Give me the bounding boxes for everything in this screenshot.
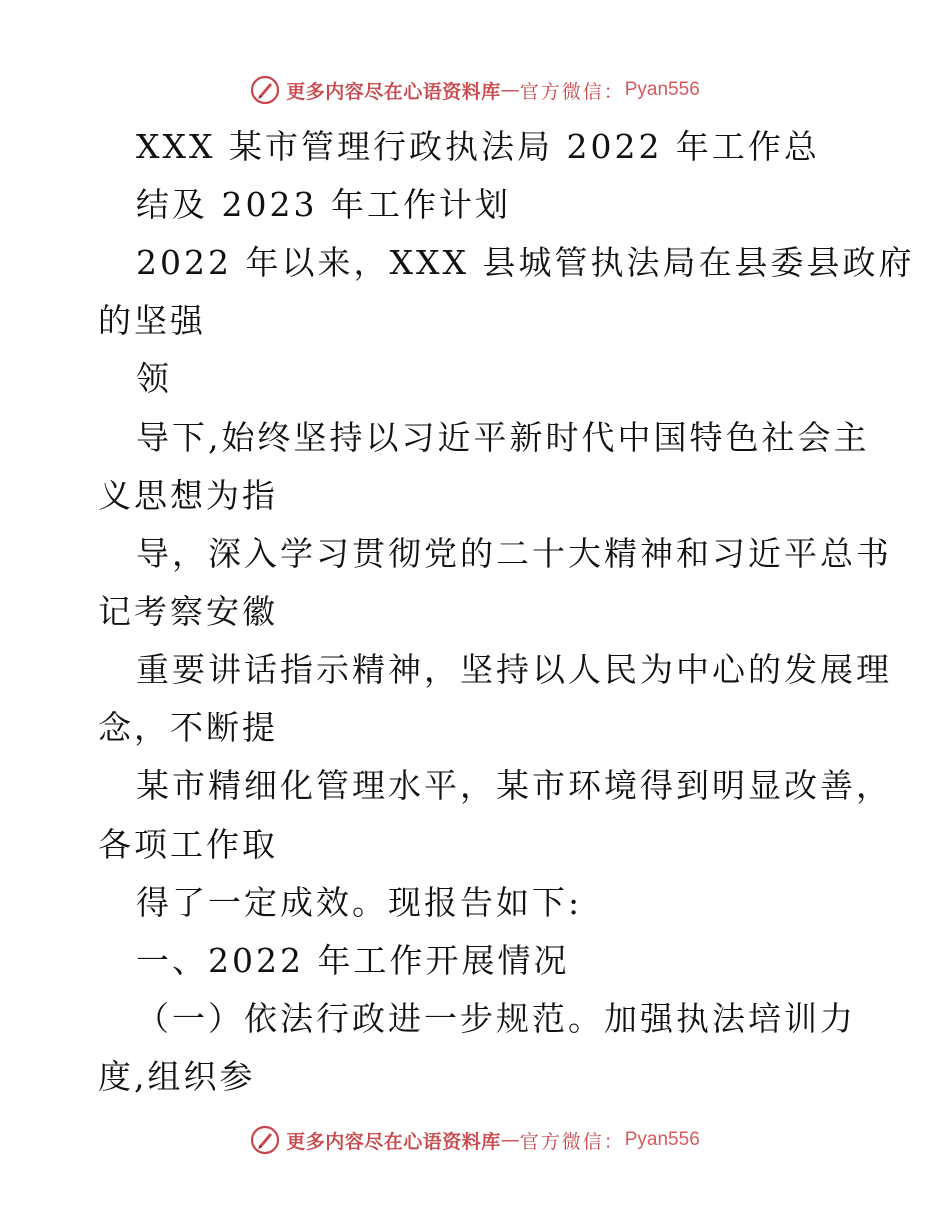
- quill-logo-icon: [250, 75, 280, 105]
- watermark-wechat-id: Pyan556: [624, 79, 700, 100]
- doc-line: 义思想为指: [98, 476, 278, 515]
- subsection-heading: （一）依法行政进一步规范。加强执法培训力: [136, 999, 856, 1038]
- doc-line: 重要讲话指示精神，坚持以人民为中心的发展理: [136, 650, 892, 689]
- watermark-banner-bottom: [0, 1120, 950, 1160]
- section-heading: 一、2022 年工作开展情况: [136, 941, 570, 980]
- watermark-wechat-label: 官方微信：: [519, 80, 625, 103]
- doc-line: 得了一定成效。现报告如下:: [136, 883, 583, 922]
- doc-line: 2022 年以来，XXX 县城管执法局在县委县政府: [136, 243, 915, 282]
- doc-line: 某市精细化管理水平，某市环境得到明显改善，: [136, 766, 892, 805]
- watermark-banner-top: [0, 70, 950, 110]
- doc-title-line-2: 结及 2023 年工作计划: [136, 185, 511, 224]
- doc-line: 记考察安徽: [98, 592, 278, 631]
- doc-line: 度,组织参: [98, 1057, 256, 1096]
- watermark-brand: 更多内容尽在心语资料库: [286, 80, 501, 103]
- doc-line: 导，深入学习贯彻党的二十大精神和习近平总书: [136, 534, 892, 573]
- watermark-dash: —: [500, 1129, 520, 1151]
- watermark-wechat-label: 官方微信：: [519, 1130, 625, 1153]
- doc-line: 念，不断提: [98, 708, 278, 747]
- watermark-dash: —: [500, 79, 520, 101]
- watermark-brand: 更多内容尽在心语资料库: [286, 1130, 501, 1153]
- doc-line: 领: [136, 359, 172, 398]
- quill-logo-icon: [250, 1125, 280, 1155]
- doc-title-line-1: XXX 某市管理行政执法局 2022 年工作总: [136, 127, 820, 166]
- watermark-wechat-id: Pyan556: [624, 1129, 700, 1150]
- doc-line: 各项工作取: [98, 825, 278, 864]
- doc-line: 导下,始终坚持以习近平新时代中国特色社会主: [136, 418, 870, 457]
- doc-line: 的坚强: [98, 301, 206, 340]
